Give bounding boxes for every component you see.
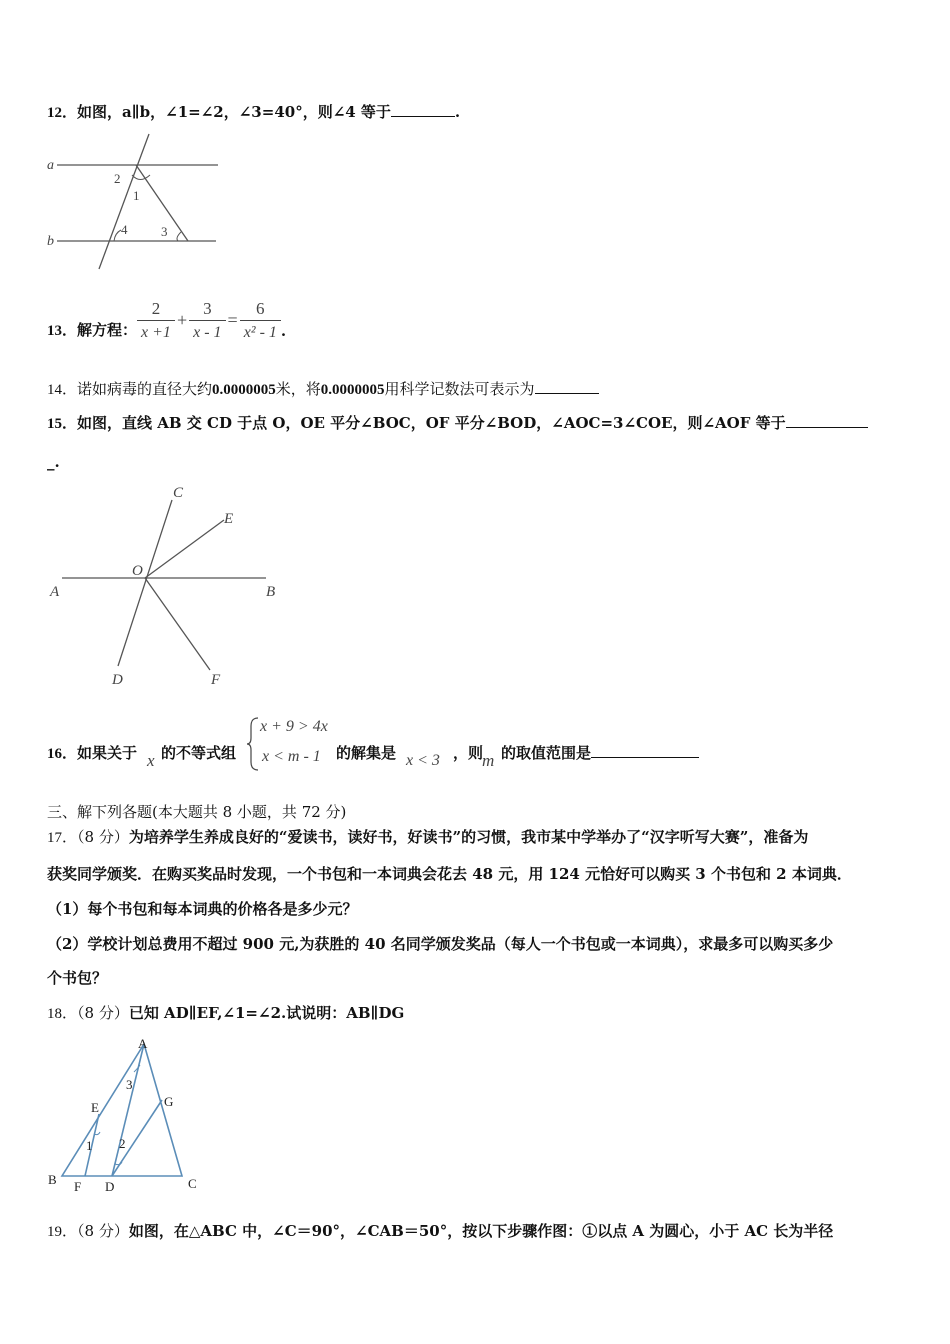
q12-label-a: a	[47, 158, 54, 173]
q17-line1: 17．（8 分）为培养学生养成良好的“爱读书，读好书，好读书”的习惯，我市某中学举办了“汉字听写大赛”，准备为	[47, 828, 809, 846]
q16-answer-blank[interactable]	[591, 743, 699, 758]
q12-label-1: 1	[133, 188, 140, 203]
q12-answer-blank[interactable]	[391, 102, 455, 117]
q18-label-C: C	[188, 1176, 197, 1191]
q17-sub2-line1: （2）学校计划总费用不超过 900 元,为获胜的 40 名同学颁发奖品（每人一个书包或一本词典），求最多可以购买多少	[47, 935, 834, 953]
q18-label-D: D	[105, 1179, 115, 1194]
q12-number: 12．	[47, 105, 78, 121]
q15-figure	[44, 478, 294, 693]
q17-sub1: （1）每个书包和每本词典的价格各是多少元？	[47, 900, 358, 918]
q13-fraction-2: $\frac{3}{x - 1}$	[189, 298, 225, 343]
q16-text5: 的取值范围是	[501, 743, 699, 763]
q16-inequality-1: x + 9 > 4x	[260, 718, 328, 735]
q18-label-B: B	[48, 1172, 57, 1187]
q19-text: 19．（8 分）如图，在△ABC 中，∠C＝90°，∠CAB＝50°，按以下步骤作图：①以点 A 为圆心，小于 AC 长为半径	[47, 1222, 834, 1240]
q15-continuation: _.	[47, 453, 60, 471]
q18-label-3: 3	[126, 1077, 133, 1092]
q18-label-A: A	[138, 1036, 148, 1051]
q18-label-1: 1	[86, 1138, 93, 1153]
q16-text3: 的解集是	[336, 744, 397, 762]
q16-var-x: x	[147, 751, 155, 770]
q18-label-F: F	[74, 1179, 82, 1194]
q15-answer-blank[interactable]	[786, 413, 868, 428]
q16-inequality-2: x < m - 1	[262, 748, 321, 765]
q15-label-B: B	[266, 584, 276, 600]
q15-label-A: A	[50, 584, 60, 600]
q15-label-D: D	[112, 672, 123, 688]
q12-statement: 如图，a∥b，∠1=∠2，∠3=40°，则∠4 等于	[77, 103, 391, 121]
q18-figure	[42, 1032, 212, 1197]
q12-label-3: 3	[161, 224, 168, 239]
q18-text: 18．（8 分）已知 AD∥EF,∠1=∠2.试说明：AB∥DG	[47, 1004, 405, 1022]
q13-fraction-1: $\frac{2}{x +1}$	[137, 298, 175, 343]
q15-label-F: F	[211, 672, 221, 688]
q18-label-E: E	[91, 1100, 99, 1115]
q12-label-2: 2	[114, 171, 121, 186]
q18-label-2: 2	[119, 1136, 126, 1151]
q16-number-lead: 16．如果关于	[47, 744, 138, 762]
q12-label-4: 4	[121, 222, 128, 237]
q14-text: 14．诺如病毒的直径大约0.0000005米，将0.0000005用科学记数法可表示为	[47, 379, 599, 400]
q16-brace-icon	[246, 716, 260, 772]
q16-solution: x < 3	[406, 752, 440, 769]
q12-text: 12．如图，a∥b，∠1=∠2，∠3=40°，则∠4 等于 .	[47, 103, 461, 121]
q15-text: 15．如图，直线 AB 交 CD 于点 O，OE 平分∠BOC，OF 平分∠BOD，∠AOC=3∠COE，则∠AOF 等于	[47, 413, 868, 434]
q16-var-m: m	[482, 751, 495, 770]
q13-fraction-3: $\frac{6}{\text{x² - 1}}$	[240, 298, 281, 343]
q12-figure	[42, 128, 232, 273]
q17-sub2-line2: 个书包？	[47, 969, 108, 987]
q16-text4: ，则	[453, 744, 484, 762]
section-3-title: 三、解下列各题(本大题共 8 小题，共 72 分)	[47, 803, 347, 821]
q16-text2: 的不等式组	[161, 744, 237, 762]
q13-text: 13．解方程： $\frac{2}{x +1}$ + $\frac{3}{x - 1}$ = $\frac{6}{\text{x² - 1}}$ .	[47, 298, 287, 341]
q18-label-G: G	[164, 1094, 174, 1109]
q14-answer-blank[interactable]	[535, 379, 599, 394]
q15-label-E: E	[224, 511, 234, 527]
q15-label-C: C	[173, 485, 184, 501]
q12-label-b: b	[47, 234, 54, 249]
q15-label-O: O	[132, 563, 143, 579]
q17-line2: 获奖同学颁奖．在购买奖品时发现，一个书包和一本词典会花去 48 元，用 124 元恰好可以购买 3 个书包和 2 本词典．	[47, 865, 852, 883]
